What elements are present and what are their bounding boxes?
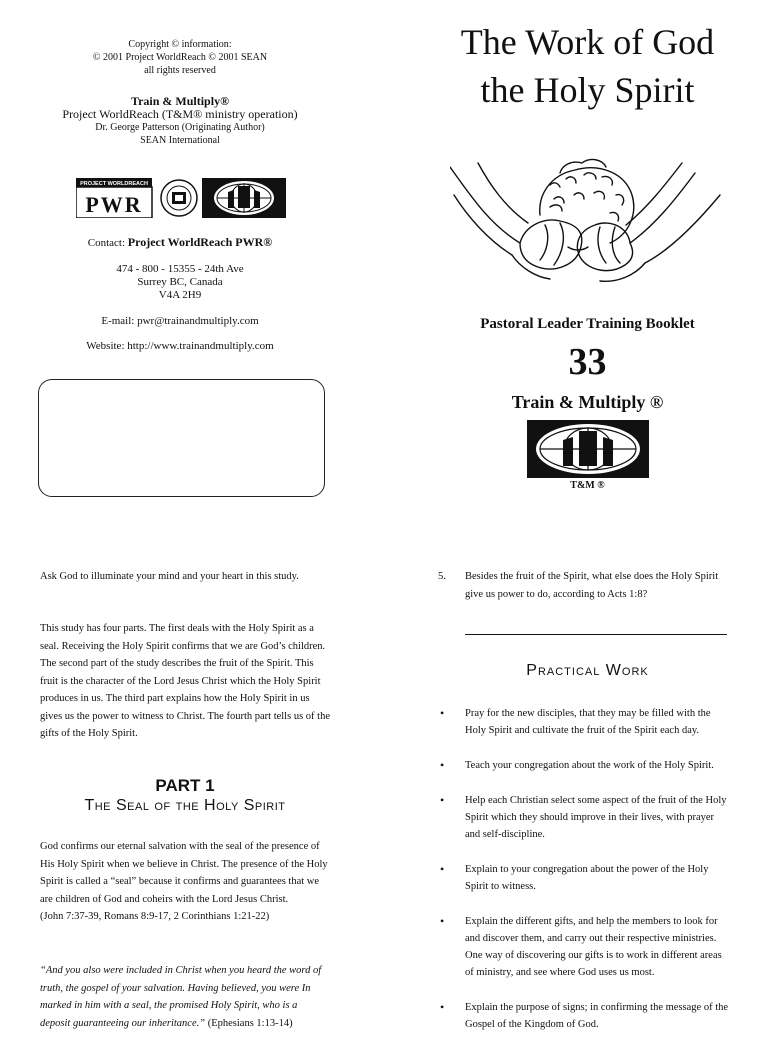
- address-line: Surrey BC, Canada: [137, 276, 223, 288]
- booklet-title: [430, 18, 745, 114]
- copyright-line: Copyright © information:: [128, 39, 232, 50]
- tm-title: Train & Multiply ®: [511, 392, 664, 412]
- seal-text: God confirms our eternal salvation with the seal of the presence of His Holy Spirit when we believe in Christ. The presence of the Holy Spirit is called a “seal” because it confirms and guarantees that we are children of God and coheirs with the Lord Jesus Christ.: [40, 841, 328, 905]
- copyright-block: [40, 38, 320, 147]
- quote-reference: (Ephesians 1:13-14): [207, 1017, 293, 1029]
- logos-svg: [76, 178, 286, 218]
- part-title: The Seal of the Holy Spirit: [84, 797, 286, 814]
- tm-badge: T&M ®: [570, 480, 605, 491]
- contact-label: Contact:: [87, 237, 126, 249]
- org-author: Dr. George Patterson (Originating Author): [95, 122, 265, 133]
- address-label-box: [38, 379, 325, 497]
- copyright-line: all rights reserved: [144, 65, 216, 76]
- list-item: • Explain to your congregation about the power of the Holy Spirit to witness.: [438, 861, 730, 895]
- scripture-quote: [40, 962, 330, 1032]
- list-item: • Teach your congregation about the work of the Holy Spirit.: [438, 757, 730, 774]
- org-title: Train & Multiply®: [130, 94, 230, 108]
- address-block: [40, 263, 320, 302]
- logo-strip: [76, 178, 286, 218]
- address-line: V4A 2H9: [158, 289, 202, 301]
- pwr-logo: [76, 178, 152, 218]
- copyright-line: © 2001 Project WorldReach © 2001 SEAN: [92, 52, 268, 63]
- quote-text: “And you also were included in Christ when you heard the word of truth, the gospel of your salvation. Having believed, you were In marked in him with a seal, the promised Holy Spirit, who is a deposit guaranteeing our inheritance.”: [40, 965, 322, 1029]
- list-item: • Pray for the new disciples, that they may be filled with the Holy Spirit and cultivate the fruit of the Spirit each day.: [438, 705, 730, 739]
- contact-name: Project WorldReach PWR®: [127, 235, 273, 249]
- answer-line[interactable]: [465, 634, 727, 635]
- part-number: PART 1: [155, 776, 215, 795]
- title-line: the Holy Spirit: [480, 70, 695, 110]
- list-item: • Help each Christian select some aspect of the fruit of the Holy Spirit which they should improve in their lives, with prayer and self-discipline.: [438, 792, 730, 843]
- list-item: • Explain the different gifts, and help the members to look for and discover them, and carry out their respective ministries. One way of discovering our gifts is to work in different areas of ministry, and see where God uses us most.: [438, 913, 730, 981]
- email-line[interactable]: E-mail: pwr@trainandmultiply.com: [101, 315, 259, 327]
- question-text: Besides the fruit of the Spirit, what else does the Holy Spirit give us power to do, according to Acts 1:8?: [465, 571, 719, 600]
- booklet-number: 33: [568, 341, 607, 383]
- seal-paragraph: [40, 838, 330, 926]
- practical-work-list: [438, 705, 730, 1051]
- question-number: 5.: [438, 571, 446, 582]
- hands-drawing: [450, 155, 725, 290]
- contact-line: [40, 236, 320, 250]
- pwr-logo-banner: PROJECT WORLDREACH: [80, 181, 148, 187]
- intro-text: Ask God to illuminate your mind and your heart in this study.: [40, 571, 299, 582]
- org-intl: SEAN International: [140, 135, 220, 146]
- website-line[interactable]: Website: http://www.trainandmultiply.com: [86, 340, 274, 352]
- tm-logo-svg: [527, 420, 649, 478]
- tm-globe-logo: [202, 178, 286, 218]
- tm-globe-logo-large: [527, 420, 649, 478]
- seal-references: (John 7:37-39, Romans 8:9-17, 2 Corinthians 1:21-22): [40, 911, 270, 922]
- overview-paragraph: This study has four parts. The first deals with the Holy Spirit as a seal. Receiving the Holy Spirit confirms that we are God’s children. The second part of the study describes the fruit of the Spirit. This fruit is the character of the Lord Jesus Christ which the Holy Spirit produces in us. The third part explains how the Holy Spirit in us gives us the power to witness to Christ. The fourth part tells us of the gifts of the Holy Spirit.: [40, 623, 330, 739]
- address-line: 474 - 800 - 15355 - 24th Ave: [116, 263, 244, 275]
- title-line: The Work of God: [460, 22, 715, 62]
- pwr-logo-letters: PWR: [85, 192, 143, 217]
- org-subtitle: Project WorldReach (T&M® ministry operation): [62, 107, 298, 121]
- hands-illustration: [450, 155, 725, 290]
- booklet-label: Pastoral Leader Training Booklet: [480, 316, 695, 332]
- practical-work-heading: Practical Work: [526, 662, 649, 679]
- list-item: • Explain the purpose of signs; in confirming the message of the Gospel of the Kingdom of God.: [438, 999, 730, 1033]
- sean-seal-logo: [161, 180, 197, 216]
